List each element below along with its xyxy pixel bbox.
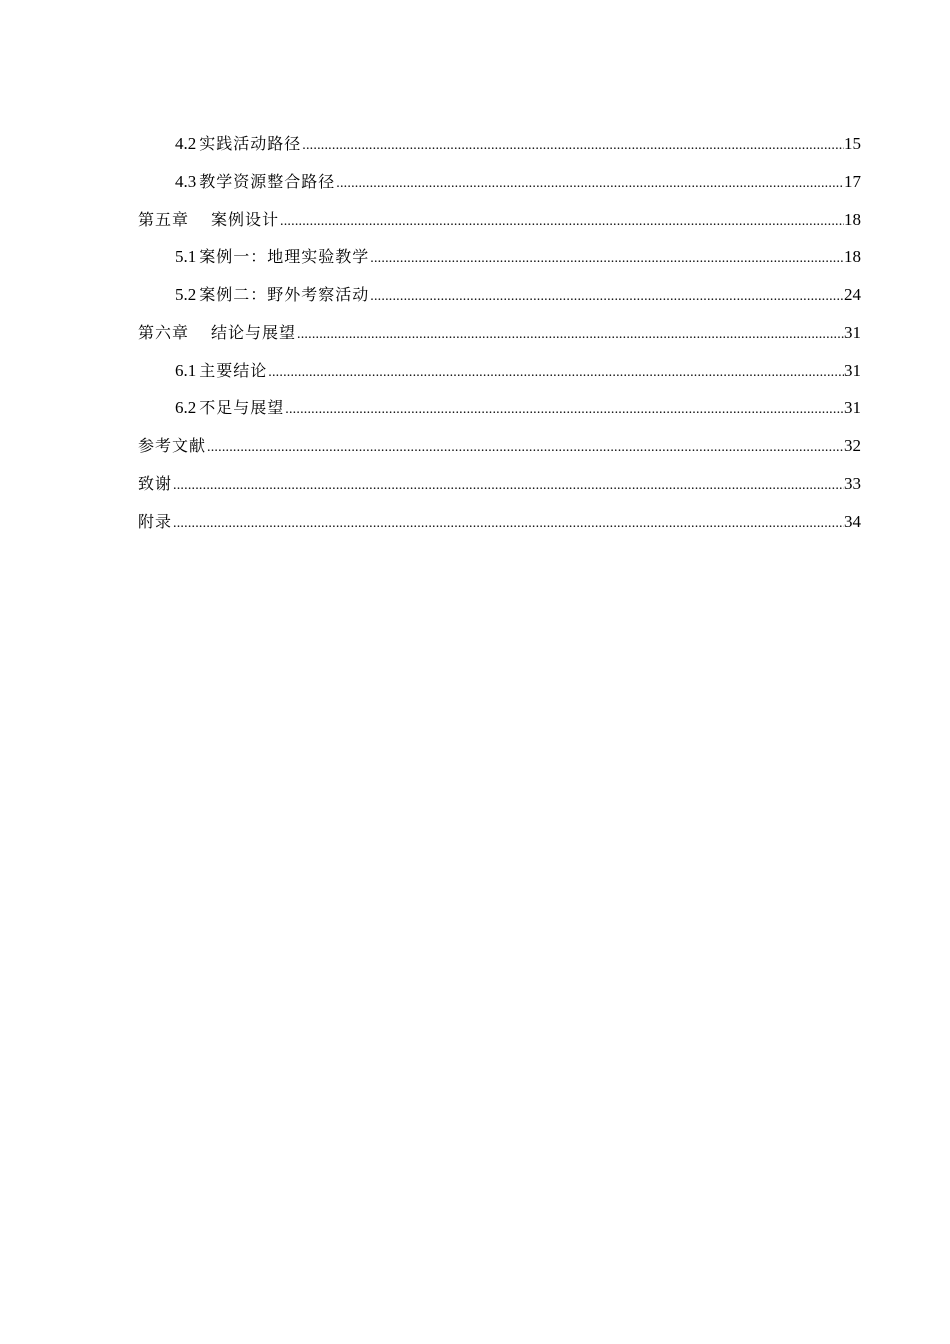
toc-dot-leader (301, 138, 844, 154)
toc-page-number: 24 (844, 285, 861, 304)
toc-entry-title (138, 509, 172, 532)
toc-dot-leader (369, 251, 844, 267)
toc-dot-leader (267, 365, 844, 381)
toc-entry-title (175, 169, 335, 192)
toc-page-number: 18 (844, 247, 861, 267)
toc-entry-number: 6.1 (175, 360, 197, 380)
toc-entry-acknowledgements[interactable] (138, 471, 861, 509)
toc-entry-text: 主要结论 (199, 360, 268, 380)
toc-entry-title (138, 471, 172, 494)
toc-page-number: 33 (844, 473, 861, 493)
toc-page-number: 18 (844, 209, 861, 229)
toc-chapter-label: 第六章 (138, 322, 190, 342)
toc-entry-title (138, 207, 279, 230)
toc-dot-leader (172, 478, 844, 494)
toc-entry-text: 实践活动路径 (199, 134, 302, 153)
toc-entry-text: 参考文献 (138, 436, 207, 455)
toc-page-number: 31 (844, 360, 861, 380)
toc-page-number: 31 (844, 398, 861, 418)
toc-entry-title (175, 358, 267, 381)
toc-entry-title (138, 320, 296, 343)
toc-entry-title (175, 244, 369, 267)
toc-entry-4-2[interactable] (138, 131, 861, 169)
toc-dot-leader (172, 516, 844, 532)
toc-entry-text: 案例二：野外考察活动 (199, 285, 370, 304)
toc-entry-6-1[interactable] (138, 358, 861, 396)
toc-page-number: 31 (844, 322, 861, 342)
toc-entry-title (175, 282, 369, 305)
toc-page-number: 34 (844, 511, 861, 531)
toc-dot-leader (296, 327, 844, 343)
toc-entry-text: 附录 (138, 511, 173, 531)
table-of-contents (138, 131, 861, 546)
toc-entry-appendix[interactable] (138, 509, 861, 547)
toc-entry-5-1[interactable] (138, 244, 861, 282)
toc-entry-title (138, 433, 206, 456)
toc-entry-references[interactable] (138, 433, 861, 471)
toc-entry-number: 4.2 (175, 134, 197, 153)
toc-page-number: 32 (844, 436, 861, 455)
toc-dot-leader (206, 440, 844, 456)
toc-entry-number: 4.3 (175, 171, 197, 191)
toc-entry-number: 5.1 (175, 247, 197, 267)
toc-page-number: 15 (844, 134, 861, 153)
toc-entry-4-3[interactable] (138, 169, 861, 207)
toc-entry-text: 教学资源整合路径 (199, 171, 336, 191)
toc-entry-text: 案例一：地理实验教学 (199, 247, 370, 267)
toc-entry-5-2[interactable] (138, 282, 861, 320)
toc-entry-chapter-5[interactable] (138, 207, 861, 245)
toc-entry-chapter-6[interactable] (138, 320, 861, 358)
toc-entry-title (175, 395, 284, 418)
toc-page-number: 17 (844, 171, 861, 191)
toc-dot-leader (279, 214, 844, 230)
toc-entry-text: 不足与展望 (199, 398, 285, 418)
toc-dot-leader (369, 289, 844, 305)
toc-entry-text: 案例设计 (211, 209, 280, 229)
toc-entry-text: 致谢 (138, 473, 173, 493)
toc-entry-number: 5.2 (175, 285, 197, 304)
toc-entry-title (175, 131, 301, 154)
toc-chapter-label: 第五章 (138, 209, 190, 229)
toc-entry-number: 6.2 (175, 398, 197, 418)
toc-entry-text: 结论与展望 (211, 322, 297, 342)
toc-dot-leader (335, 176, 844, 192)
toc-dot-leader (284, 402, 844, 418)
toc-entry-6-2[interactable] (138, 395, 861, 433)
